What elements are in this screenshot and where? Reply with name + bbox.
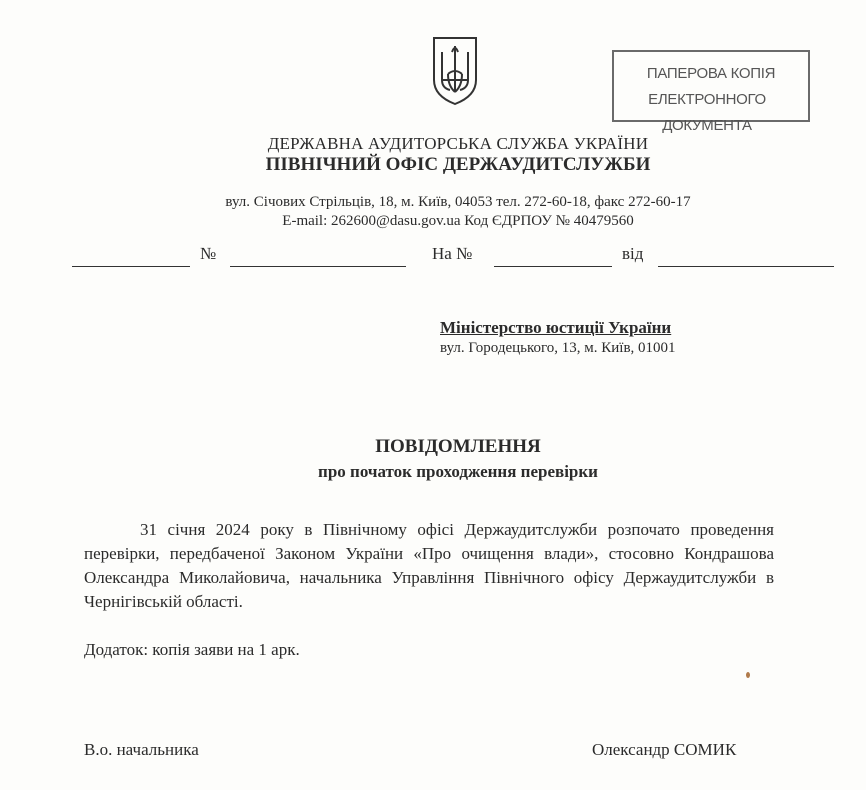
stamp-line-1: ПАПЕРОВА КОПІЯ bbox=[646, 65, 776, 82]
reply-number-label: На № bbox=[432, 244, 473, 263]
recipient-name: Міністерство юстиції України bbox=[440, 318, 672, 337]
document-subtitle: про початок проходження перевірки bbox=[318, 462, 598, 481]
office-address: вул. Січових Стрільців, 18, м. Київ, 04053 тел. 272-60-18, факс 272-60-17 bbox=[225, 194, 691, 210]
body-paragraph: 31 січня 2024 року в Північному офісі Держаудитслужби розпочато проведення перевірки, передбаченої Законом України «Про очищення влади», стосовно Кондрашова Олександра Миколайовича, начальника Управління Північного офісу Держаудитслужби в Чернігівській області. bbox=[84, 520, 774, 611]
office-contacts: E-mail: 262600@dasu.gov.ua Код ЄДРПОУ № 40479560 bbox=[282, 213, 634, 229]
electronic-copy-stamp bbox=[612, 50, 810, 134]
signatory-name: Олександр СОМИК bbox=[592, 740, 737, 759]
coat-of-arms-emblem bbox=[430, 34, 480, 106]
date-blank-line bbox=[72, 266, 190, 267]
stamp-line-2: ЕЛЕКТРОННОГО ДОКУМЕНТА bbox=[648, 91, 766, 134]
number-blank-line bbox=[230, 266, 406, 267]
date-from-blank-line bbox=[658, 266, 834, 267]
reply-number-blank-line bbox=[494, 266, 612, 267]
date-from-label: від bbox=[622, 244, 644, 263]
attachment-note: Додаток: копія заяви на 1 арк. bbox=[84, 640, 300, 659]
number-label: № bbox=[200, 244, 217, 263]
paper-speck bbox=[746, 672, 750, 678]
document-body bbox=[84, 518, 774, 614]
recipient-address: вул. Городецького, 13, м. Київ, 01001 bbox=[440, 340, 676, 356]
signatory-position: В.о. начальника bbox=[84, 740, 199, 759]
registration-line bbox=[72, 244, 836, 270]
office-name: ПІВНІЧНИЙ ОФІС ДЕРЖАУДИТСЛУЖБИ bbox=[265, 154, 651, 175]
document-title: ПОВІДОМЛЕННЯ bbox=[375, 436, 541, 457]
organization-name: ДЕРЖАВНА АУДИТОРСЬКА СЛУЖБА УКРАЇНИ bbox=[267, 134, 649, 153]
